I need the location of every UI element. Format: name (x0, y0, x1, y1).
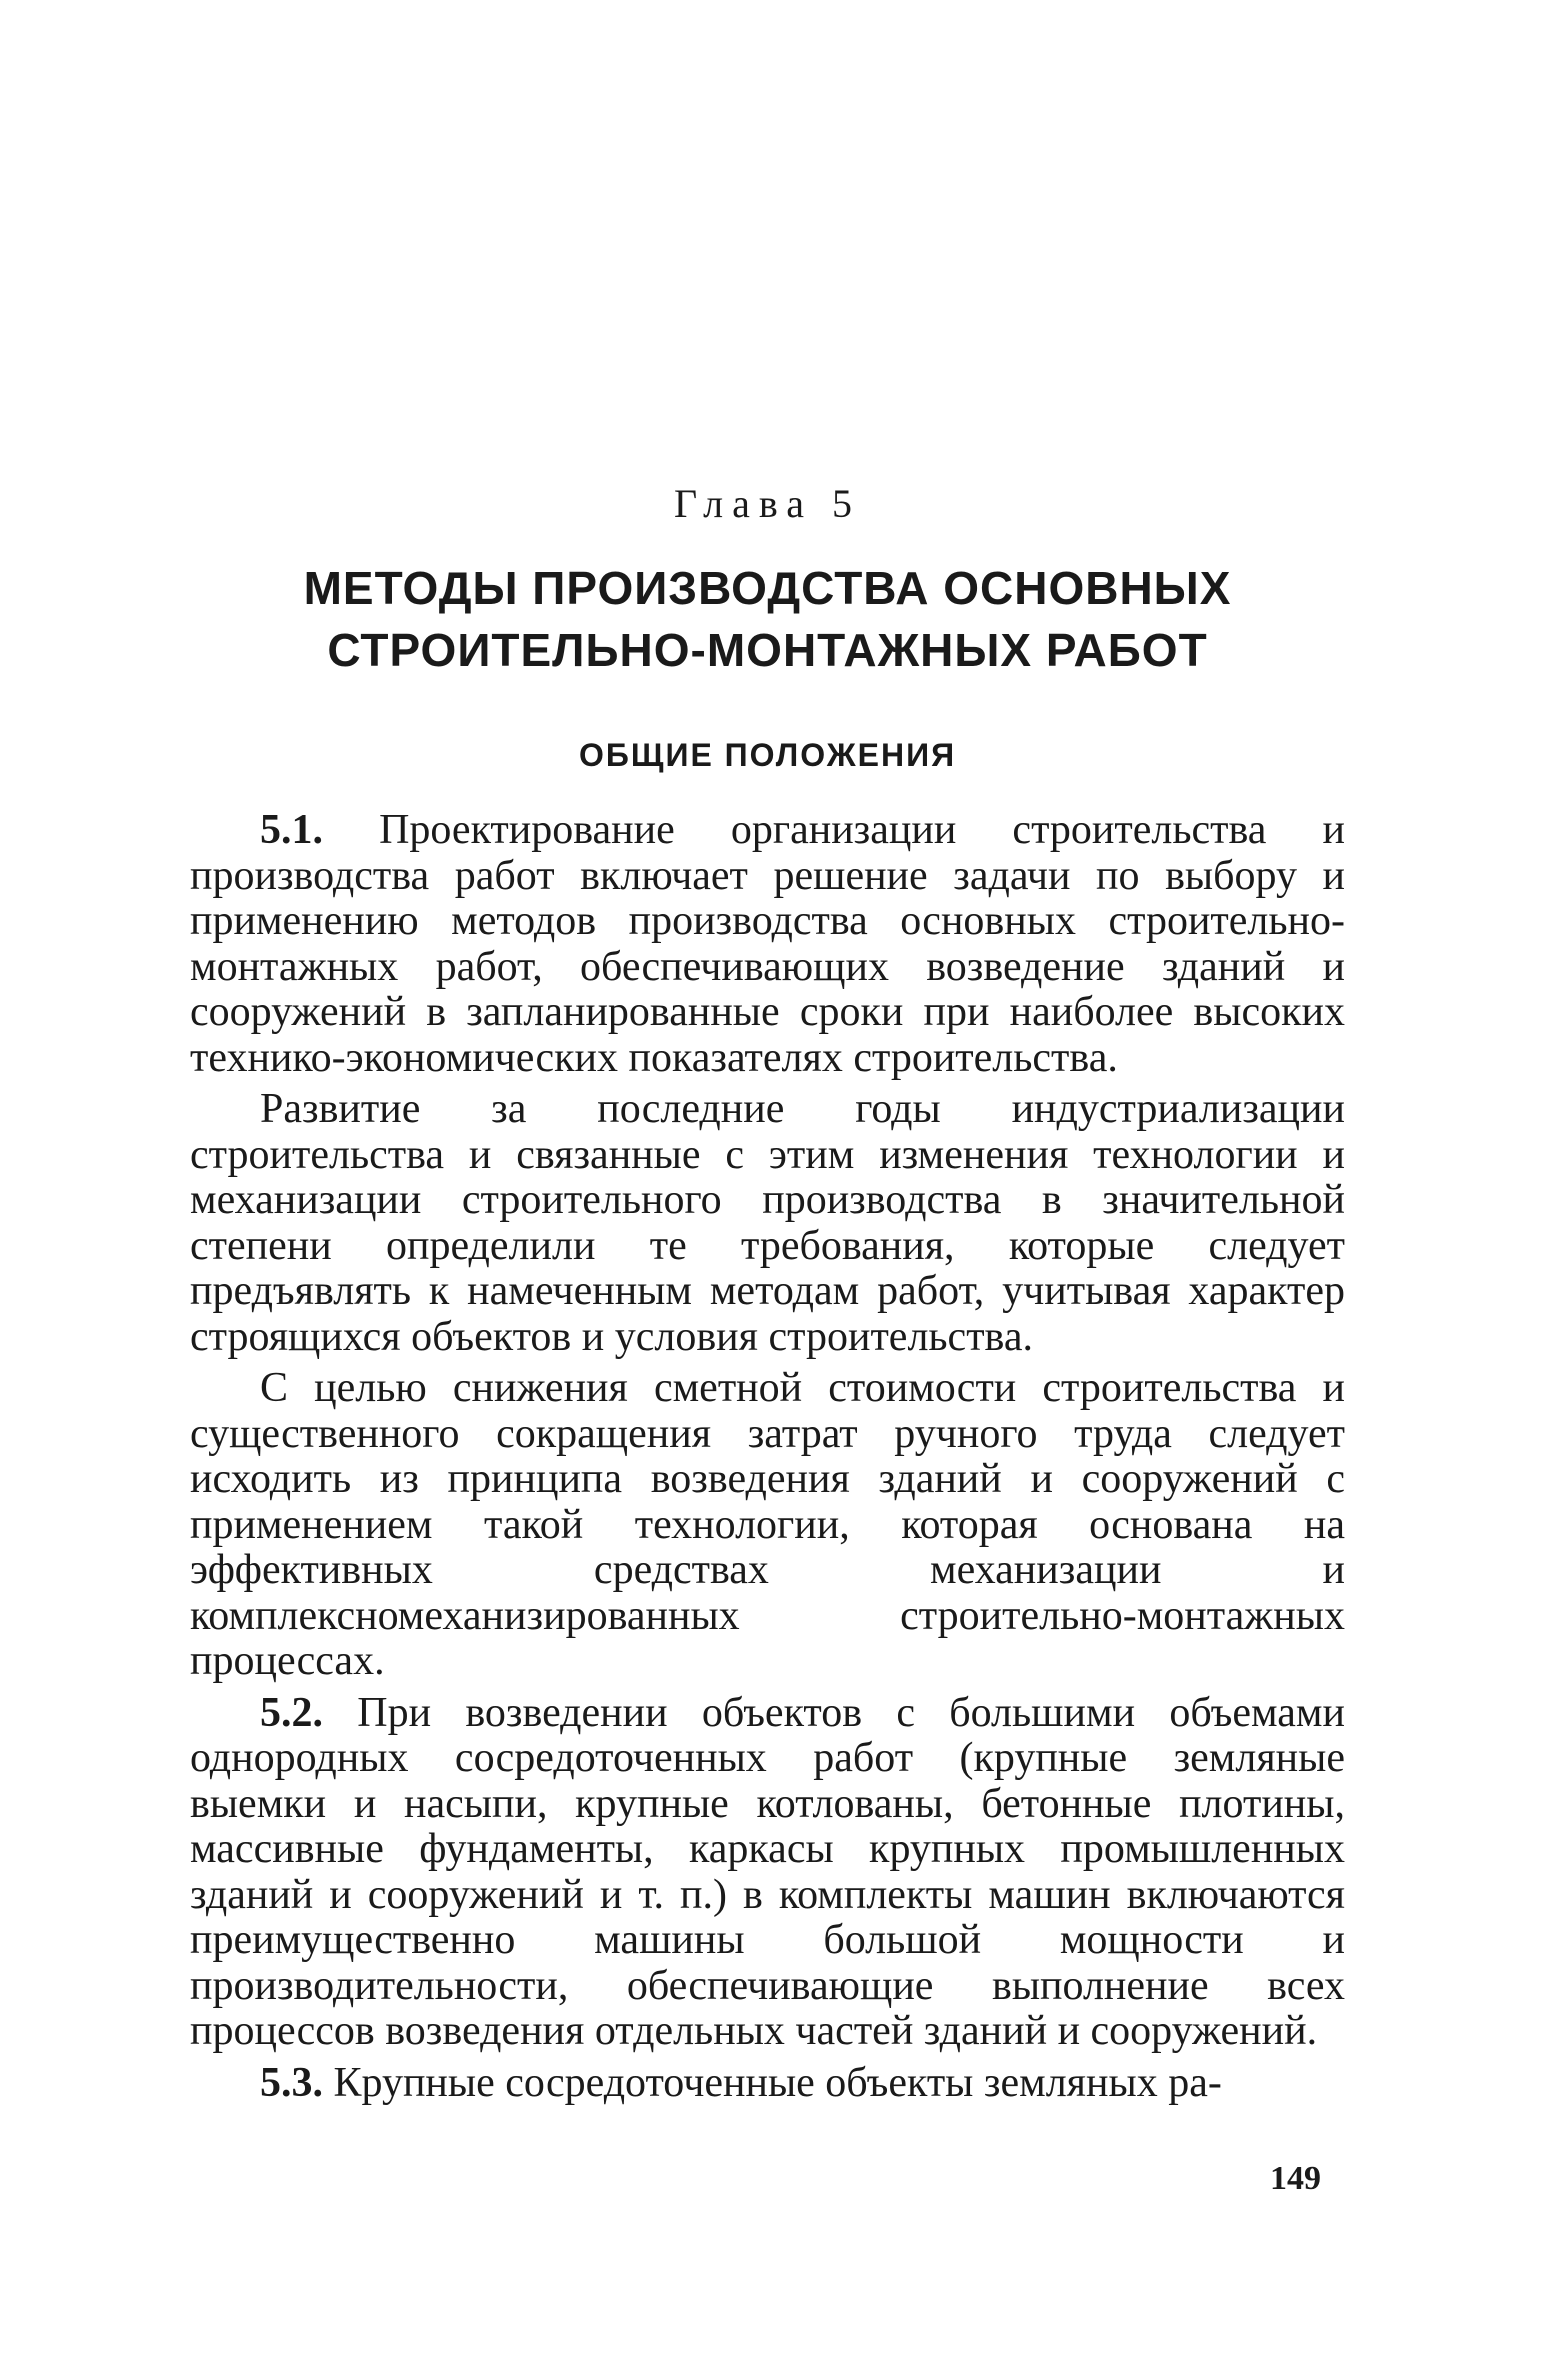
paragraph-text: При возведении объектов с большими объемами однородных сосредоточенных работ (крупные земляные выемки и насыпи, крупные котлованы, бетонные плотины, массивные фундаменты, каркасы крупных промышленных зданий и сооружений и т. п.) в комплекты машин включаются преимущественно машины большой мощности и производительности, обеспечивающие выполнение всех процессов возведения отдельных частей зданий и сооружений. (190, 1689, 1345, 2054)
paragraph-number: 5.3. (260, 2059, 323, 2106)
paragraph-number: 5.2. (260, 1689, 323, 1736)
paragraph-5-3 (190, 2061, 1345, 2107)
paragraph-text: Проектирование организации строительства и производства работ включает решение задачи по выбору и применению методов производства основных строительно-монтажных работ, обеспечивающих возведение зданий и сооружений в запланированные сроки при наиболее высоких технико-экономических показателях строительства. (190, 807, 1345, 1081)
paragraph-text: Развитие за последние годы индустриализации строительства и связанные с этим изменения технологии и механизации строительного производства в значительной степени определили те требования, которые следует предъявлять к намеченным методам работ, учитывая характер строящихся объектов и условия строительства. (190, 1086, 1345, 1360)
chapter-label: Глава 5 (674, 481, 861, 526)
paragraph-number: 5.1. (260, 807, 323, 853)
paragraph-5-1 (190, 808, 1345, 1081)
paragraph-text: С целью снижения сметной стоимости строительства и существенного сокращения затрат ручного труда следует исходить из принципа возведения зданий и сооружений с применением такой технологии, которая основана на эффективных средствах механизации и комплексномеханизированных строительно-монтажных процессах. (190, 1365, 1345, 1684)
chapter-title-line-1: МЕТОДЫ ПРОИЗВОДСТВА ОСНОВНЫХ (303, 562, 1232, 614)
paragraph-5-2 (190, 1691, 1345, 2055)
chapter-title-line-2: СТРОИТЕЛЬНО-МОНТАЖНЫХ РАБОТ (327, 624, 1208, 676)
section-title: ОБЩИЕ ПОЛОЖЕНИЯ (578, 737, 957, 773)
page-number: 149 (1270, 2160, 1321, 2197)
paragraph-5-1-cont-1 (190, 1087, 1345, 1360)
book-page (190, 480, 1345, 2112)
paragraph-text: Крупные сосредоточенные объекты земляных ра- (323, 2059, 1222, 2106)
paragraph-5-1-cont-2 (190, 1366, 1345, 1685)
chapter-title (190, 557, 1345, 681)
